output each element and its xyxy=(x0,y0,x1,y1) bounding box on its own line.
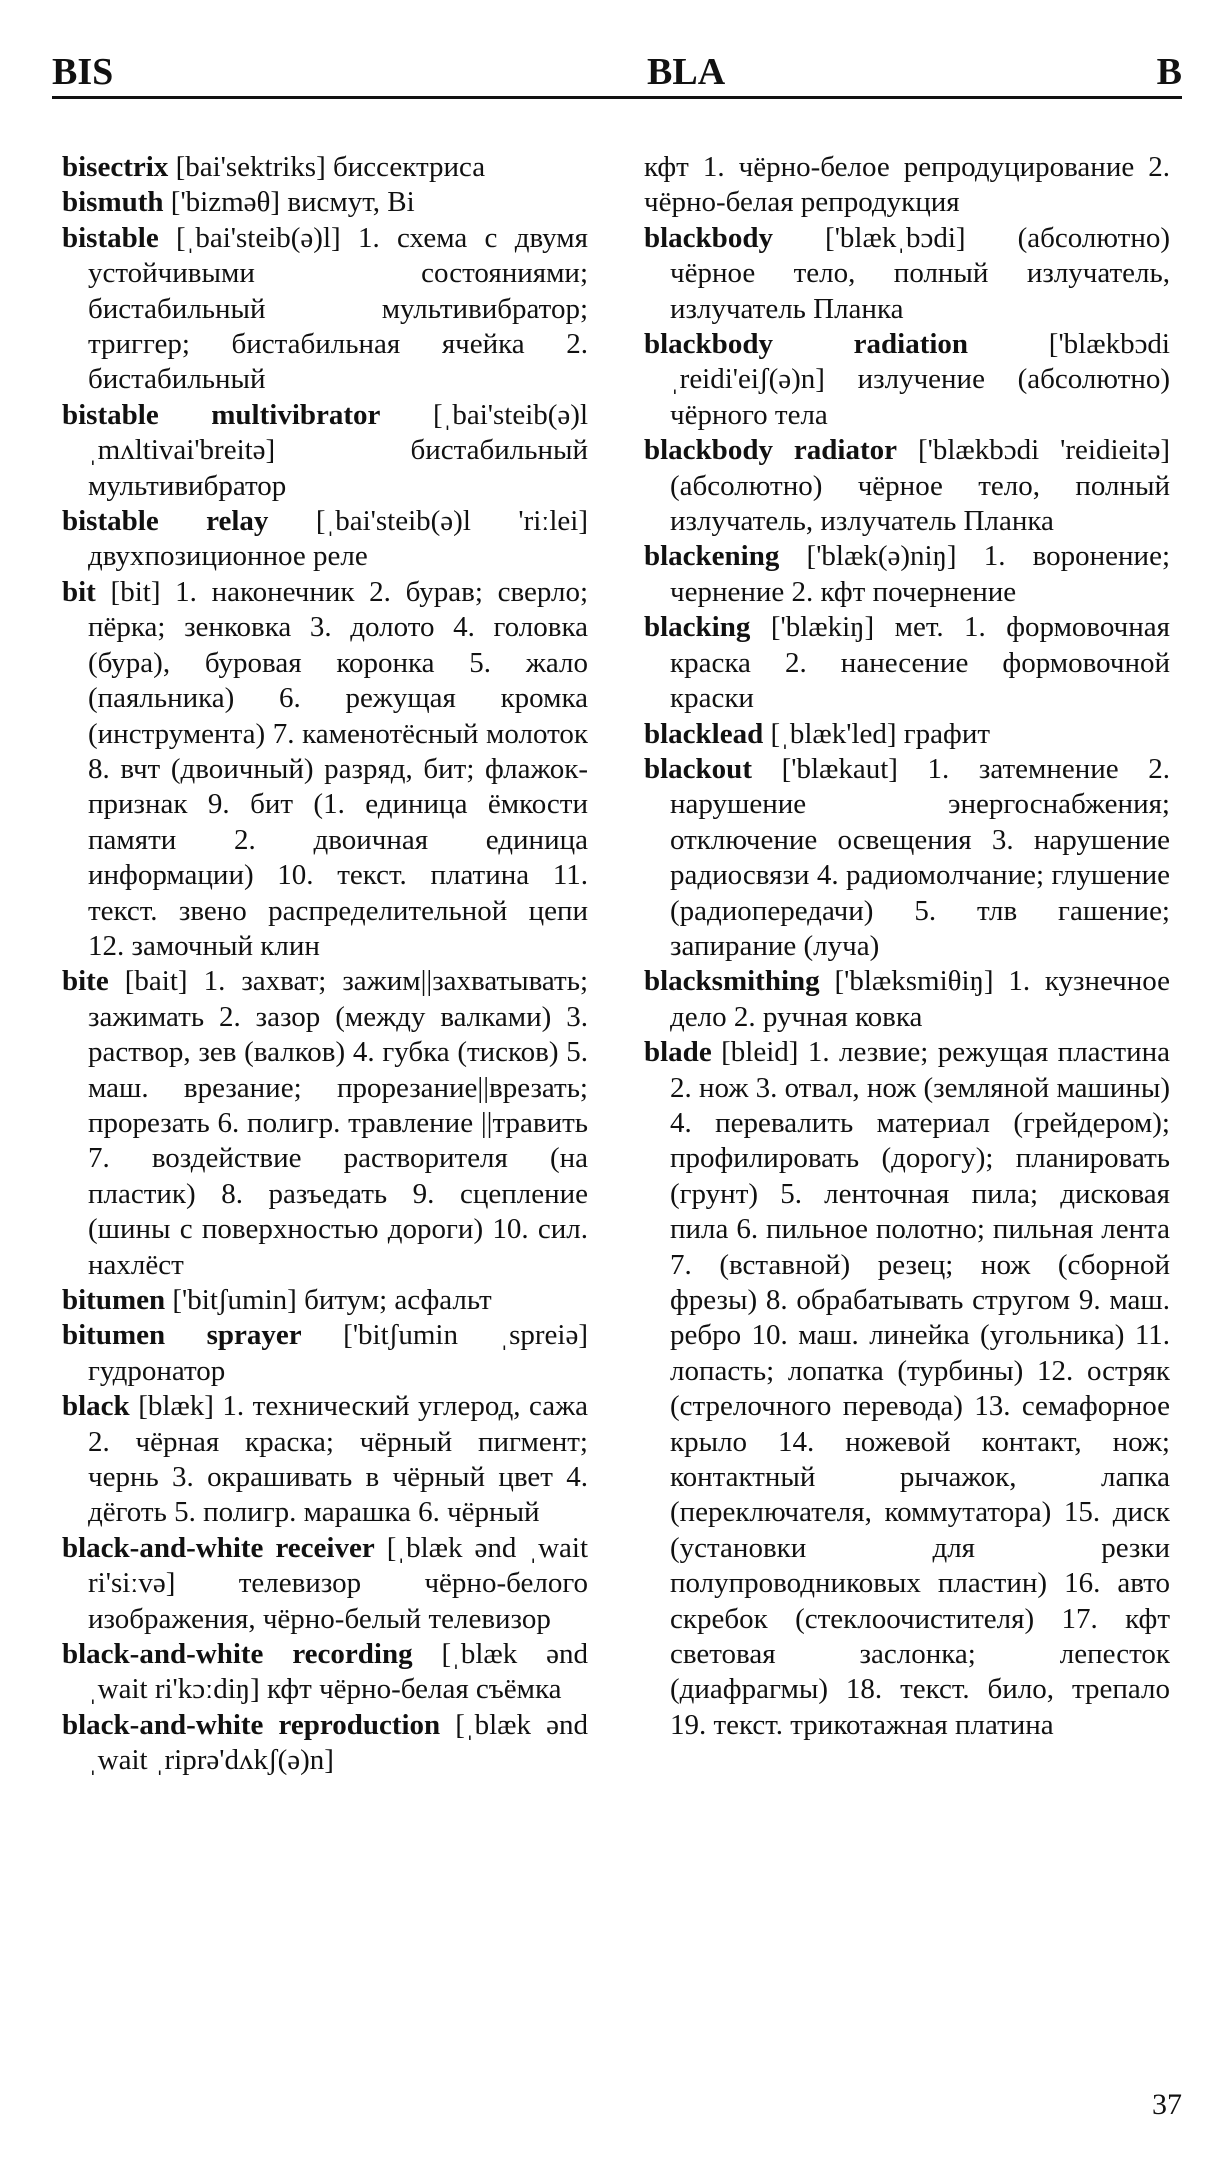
entry-definition: ['blæksmiθiŋ] 1. кузнечное дело 2. ручная ковка xyxy=(670,965,1171,1033)
entry-headword: black-and-white reproduction xyxy=(62,1708,441,1741)
dictionary-entry xyxy=(62,575,588,964)
entry-definition: ['bizməθ] висмут, Bi xyxy=(170,186,415,219)
entry-headword: blacking xyxy=(644,611,751,644)
entry-headword: bitumen xyxy=(62,1284,166,1316)
entry-headword: blackout xyxy=(644,752,752,785)
entry-definition: [ˌbai'steib(ə)l ˌmʌltivai'breitə] бистабильный мультивибратор xyxy=(88,398,588,502)
entry-definition: [bleid] 1. лезвие; режущая пластина 2. нож 3. отвал, нож (земляной машины) 4. перевалить материал (грейдером); профилировать (дорогу); планировать (грунт) 5. ленточная пила; дисковая пила 6. пильное полотно; пильная лента 7. (вставной) резец; нож (сборной фрезы) 8. обрабатывать стругом 9. маш. ребро 10. маш. линейка (угольника) 11. лопасть; лопатка (турбины) 12. остряк (стрелочного перевода) 13. семафорное крыло 14. ножевой контакт, нож; контактный рычажок, лапка (переключателя, коммутатора) 15. диск (установки для резки полупроводниковых пластин) 16. авто скребок (стеклоочистителя) 17. кфт световая заслонка; лепесток (диафрагмы) 18. текст. било, трепало 19. текст. трикотажная платина xyxy=(670,1036,1170,1741)
entry-continuation xyxy=(644,150,1170,221)
dictionary-entry xyxy=(62,1389,588,1531)
header-center-guideword: BLA xyxy=(647,51,726,93)
entry-headword: blade xyxy=(644,1036,712,1069)
entry-definition: [ˌbai'steib(ə)l 'riːlei] двухпозиционное реле xyxy=(88,505,588,573)
entry-definition: [ˌblæk ənd ˌwait ˌriprə'dʌkʃ(ə)n] xyxy=(88,1708,588,1777)
entry-headword: bitumen sprayer xyxy=(62,1319,302,1352)
entry-definition: ['bitʃumin ˌspreiə] гудронатор xyxy=(88,1319,588,1387)
dictionary-entry xyxy=(644,1035,1170,1743)
entry-headword: black-and-white recording xyxy=(62,1638,413,1671)
dictionary-entry xyxy=(62,1318,588,1389)
dictionary-entry xyxy=(644,327,1170,433)
entry-definition: [blæk] 1. технический углерод, сажа 2. чёрная краска; чёрный пигмент; чернь 3. окрашивать в чёрный цвет 4. дёготь 5. полигр. марашка 6. чёрный xyxy=(88,1390,589,1529)
entry-definition: ['blækaut] 1. затемнение 2. нарушение энергоснабжения; отключение освещения 3. нарушение радиосвязи 4. радиомолчание; глушение (радиопередачи) 5. тлв гашение; запирание (луча) xyxy=(670,752,1170,962)
entry-headword: bistable multivibrator xyxy=(62,398,381,431)
right-column xyxy=(644,150,1170,1743)
dictionary-entry xyxy=(62,1283,588,1318)
entry-headword: blackbody radiator xyxy=(644,434,897,467)
dictionary-entry xyxy=(62,150,588,185)
dictionary-entry xyxy=(62,185,588,220)
entry-headword: blackening xyxy=(644,540,780,573)
dictionary-entry xyxy=(62,398,588,504)
entry-definition: [bai'sektriks] биссектриса xyxy=(175,151,486,183)
entry-definition: ['blækˌbɔdi] (абсолютно) чёрное тело, полный излучатель, излучатель Планка xyxy=(670,221,1171,325)
dictionary-entry xyxy=(644,433,1170,539)
entry-definition: ['bitʃumin] битум; асфальт xyxy=(172,1284,492,1316)
entry-definition: [ˌblæk ənd ˌwait ri'siːvə] телевизор чёрно-белого изображения, чёрно-белый телевизор xyxy=(88,1531,589,1635)
entry-definition: [ˌblæk'led] графит xyxy=(770,717,991,750)
header-left-guideword: BIS xyxy=(52,51,114,93)
dictionary-entry xyxy=(644,610,1170,716)
entry-headword: blackbody radiation xyxy=(644,328,969,361)
left-column xyxy=(62,150,588,1779)
entry-headword: bisectrix xyxy=(62,151,169,183)
entry-definition: [ˌblæk ənd ˌwait ri'kɔːdiŋ] кфт чёрно-белая съёмка xyxy=(88,1638,588,1706)
entry-headword: black xyxy=(62,1390,130,1423)
entry-definition: ['blæk(ə)niŋ] 1. воронение; чернение 2. кфт почернение xyxy=(670,540,1171,608)
dictionary-entry xyxy=(62,964,588,1283)
header-rule xyxy=(52,96,1182,99)
entry-headword: bistable xyxy=(62,221,159,254)
dictionary-entry xyxy=(644,539,1170,610)
dictionary-entry xyxy=(62,1531,588,1637)
page-number: 37 xyxy=(1152,2088,1182,2121)
entry-headword: bistable relay xyxy=(62,505,269,538)
dictionary-entry xyxy=(644,221,1170,327)
header-section-letter: B xyxy=(1156,51,1182,93)
entry-definition: ['blækbɔdi 'reidieitə] (абсолютно) чёрное тело, полный излучатель, излучатель Планка xyxy=(670,434,1171,538)
dictionary-entry xyxy=(644,717,1170,752)
entry-headword: bismuth xyxy=(62,186,164,219)
dictionary-entry xyxy=(644,964,1170,1035)
dictionary-entry xyxy=(62,504,588,575)
dictionary-entry xyxy=(62,221,588,398)
entry-headword: bit xyxy=(62,575,96,608)
entry-headword: blackbody xyxy=(644,221,773,254)
entry-definition: [bit] 1. наконечник 2. бурав; сверло; пёрка; зенковка 3. долото 4. головка (бура), буровая коронка 5. жало (паяльника) 6. режущая кромка (инструмента) 7. каменотёсный молоток 8. вчт (двоичный) разряд, бит; флажок-признак 9. бит (1. единица ёмкости памяти 2. двоичная единица информации) 10. текст. платина 11. текст. звено распределительной цепи 12. замочный клин xyxy=(88,575,589,962)
entry-headword: blacksmithing xyxy=(644,965,820,998)
entry-definition: ['blækbɔdi ˌreidi'eiʃ(ə)n] излучение (абсолютно) чёрного тела xyxy=(670,328,1170,431)
entry-definition: [bait] 1. захват; зажим||захватывать; зажимать 2. зазор (между валками) 3. раствор, зев (валков) 4. губка (тисков) 5. маш. врезание; прорезание||врезать; прорезать 6. полигр. травление ||травить 7. воздействие растворителя (на пластик) 8. разъедать 9. сцепление (шины с поверхностью дороги) 10. сил. нахлёст xyxy=(88,965,588,1281)
dictionary-entry xyxy=(644,752,1170,964)
page-header xyxy=(52,48,1182,96)
entry-definition: ['blækiŋ] мет. 1. формовочная краска 2. нанесение формовочной краски xyxy=(670,611,1170,715)
entry-definition: кфт 1. чёрно-белое репродуцирование 2. чёрно-белая репродукция xyxy=(644,151,1170,219)
entry-definition: [ˌbai'steib(ə)l] 1. схема с двумя устойчивыми состояниями; бистабильный мультивибратор; триггер; бистабильная ячейка 2. бистабильный xyxy=(88,221,588,396)
entry-headword: black-and-white receiver xyxy=(62,1531,375,1564)
entry-headword: bite xyxy=(62,965,109,998)
dictionary-entry xyxy=(62,1637,588,1708)
entry-headword: blacklead xyxy=(644,717,764,750)
dictionary-entry xyxy=(62,1708,588,1779)
